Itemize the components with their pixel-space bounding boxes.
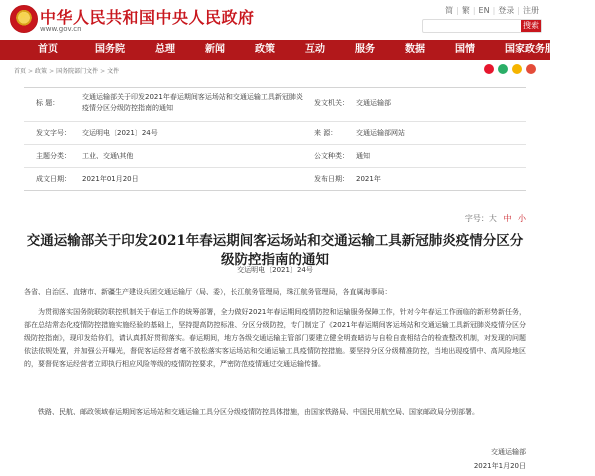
meta-source-value: 交通运输部网站: [356, 129, 405, 137]
main-nav: [0, 40, 585, 60]
nav-item-policy[interactable]: 政策: [255, 44, 275, 55]
link-traditional[interactable]: 繁: [461, 6, 470, 15]
site-url: www.gov.cn: [40, 25, 82, 33]
breadcrumb-home[interactable]: 首页: [14, 68, 27, 75]
nav-item-data[interactable]: 数据: [405, 44, 425, 55]
share-more-icon[interactable]: [526, 64, 536, 74]
meta-row: [24, 168, 526, 190]
nav-service-platform[interactable]: 国家政务服务平台: [505, 44, 585, 55]
font-size-large[interactable]: 大: [488, 214, 497, 223]
meta-type-label: 公文种类：: [314, 152, 349, 160]
breadcrumb-policy[interactable]: 政策: [35, 68, 48, 75]
meta-published-label: 发布日期：: [314, 175, 349, 183]
meta-docno-label: 发文字号：: [36, 129, 71, 137]
national-emblem-icon: [10, 5, 38, 33]
meta-docno-value: 交运明电〔2021〕24号: [82, 129, 158, 137]
nav-item-news[interactable]: 新闻: [205, 44, 225, 55]
font-size-label: 字号：: [464, 214, 489, 223]
meta-theme-label: 主题分类：: [36, 152, 71, 160]
breadcrumb-files[interactable]: 文件: [107, 68, 120, 75]
meta-theme-value: 工业、交通\其他: [82, 152, 134, 160]
meta-title-label: 标 题：: [36, 99, 60, 107]
search-input[interactable]: [422, 19, 542, 33]
link-login[interactable]: 登录: [498, 6, 515, 15]
link-english[interactable]: EN: [478, 6, 490, 15]
weibo-icon[interactable]: [484, 64, 494, 74]
font-size-small[interactable]: 小: [518, 214, 526, 223]
meta-org-value: 交通运输部: [356, 99, 391, 107]
article-doc-number: 交运明电〔2021〕24号: [237, 266, 313, 274]
meta-org-label: 发文机关：: [314, 99, 349, 107]
article-paragraph: 为贯彻落实国务院联防联控机制关于春运工作的统筹部署，全力做好2021年春运期间疫情防控和运输服务保障工作，针对今年春运工作面临的新形势新任务，部在总结常态化疫情防控措施实施经验的基础上，坚持提高防控标准、分区分级防控，专门制定了《2021年春运期间客运场站和交通运输工具新冠肺炎疫情分区分级防控指南》，现印发给你们，请认真抓好贯彻落实。春运期间，地方各级交通运输主管部门要建立健全明查暗访与自检自查相结合的检查整改机制，对发现的问题依法依规处置，并加强公开曝光，督促客运经营者毫不放松落实客运场站和交通运输工具疫情防控措施。要坚持分区分级精准防控，当地出现疫情中、高风险地区的，要督促客运经营者立即执行相应风险等级的疫情防控要求，严密防范疫情通过交通运输传播。: [24, 308, 526, 368]
nav-item-service[interactable]: 服务: [355, 44, 375, 55]
link-register[interactable]: 注册: [523, 6, 539, 15]
document-meta-table: [24, 87, 526, 191]
article-salutation: 各省、自治区、直辖市、新疆生产建设兵团交通运输厅（局、委），长江航务管理局，珠江航务管理局，各直属海事局：: [24, 288, 392, 296]
nav-item-state-council[interactable]: 国务院: [95, 44, 125, 55]
share-bar: [484, 64, 536, 74]
nav-item-premier[interactable]: 总理: [155, 44, 175, 55]
font-size-switcher: [465, 213, 526, 224]
font-size-medium[interactable]: 中: [503, 214, 512, 223]
meta-row: [24, 145, 526, 168]
breadcrumb: 首页 > 政策 > 国务院部门文件 > 文件: [14, 68, 120, 75]
signature-date: 2021年1月20日: [473, 462, 526, 470]
nav-item-interaction[interactable]: 互动: [305, 44, 325, 55]
link-simplified[interactable]: 简: [445, 6, 454, 15]
meta-source-label: 来 源：: [314, 129, 338, 137]
wechat-icon[interactable]: [498, 64, 508, 74]
site-title[interactable]: 中华人民共和国中央人民政府: [40, 8, 255, 27]
meta-created-label: 成文日期：: [36, 175, 71, 183]
site-header: [0, 0, 550, 36]
nav-item-national-info[interactable]: 国情: [455, 44, 475, 55]
article-paragraph: 铁路、民航、邮政领域春运期间客运场站和交通运输工具分区分级疫情防控具体措施，由国家铁路局、中国民用航空局、国家邮政局分别部署。: [38, 408, 479, 416]
qzone-icon[interactable]: [512, 64, 522, 74]
meta-row: [24, 88, 526, 122]
meta-published-value: 2021年: [356, 175, 381, 183]
nav-item-home[interactable]: 首页: [38, 44, 58, 55]
breadcrumb-department-files[interactable]: 国务院部门文件: [56, 68, 99, 75]
meta-row: [24, 122, 526, 145]
meta-created-value: 2021年01月20日: [82, 175, 139, 183]
article-title: 交通运输部关于印发2021年春运期间客运场站和交通运输工具新冠肺炎疫情分区分级防控指南的通知: [26, 233, 524, 268]
meta-type-value: 通知: [356, 152, 370, 160]
signature-org: 交通运输部: [491, 448, 526, 456]
meta-title-value: 交通运输部关于印发2021年春运期间客运场站和交通运输工具新冠肺炎疫情分区分级防控指南的通知: [82, 93, 303, 112]
top-links: 简 | 繁 | EN | 登录 | 注册: [442, 5, 542, 16]
search-button[interactable]: 搜索: [523, 21, 539, 30]
